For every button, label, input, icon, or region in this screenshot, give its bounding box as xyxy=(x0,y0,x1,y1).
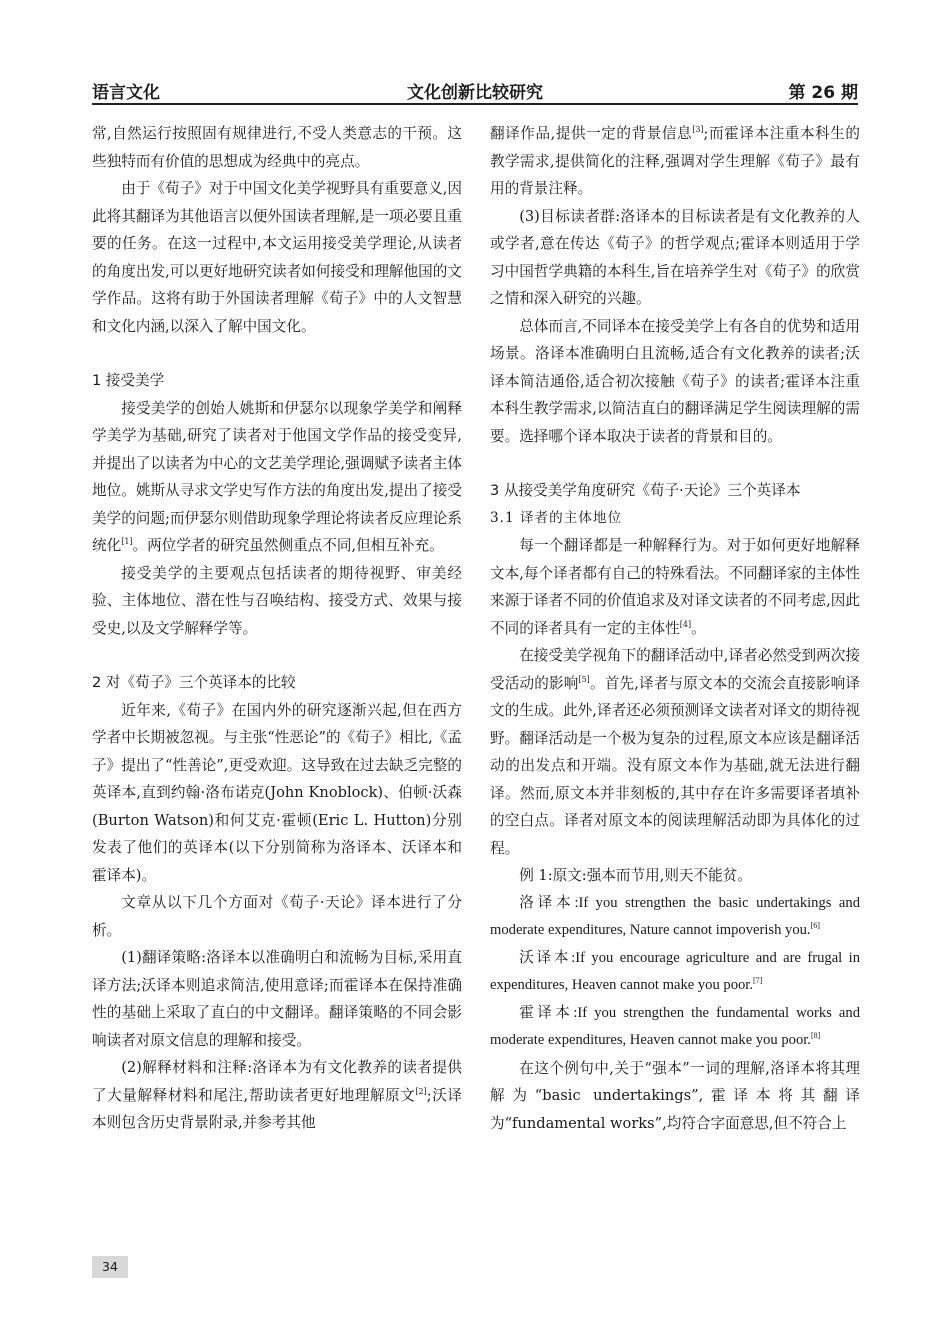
paragraph: 文章从以下几个方面对《荀子·天论》译本进行了分析。 xyxy=(92,894,462,939)
page-number: 34 xyxy=(92,1256,128,1278)
paragraph: 每一个翻译都是一种解释行为。对于如何更好地解释文本,每个译者都有自己的特殊看法。不同翻译家的主体性来源于译者不同的价值追求及对译文读者的不同考虑,因此不同的译者具有一定的主体性[4]。 xyxy=(490,537,860,637)
header-rule xyxy=(92,103,858,105)
paragraph: 接受美学的创始人姚斯和伊瑟尔以现象学美学和阐释学美学为基础,研究了读者对于他国文学作品的接受变异,并提出了以读者为中心的文艺美学理论,强调赋予读者主体地位。姚斯从寻求文学史写作方法的角度出发,提出了接受美学的问题;而伊瑟尔则借助现象学理论将读者反应理论系统化[1]。两位学者的研究虽然侧重点不同,但相互补充。 xyxy=(92,399,462,554)
citation: [3] xyxy=(692,125,704,135)
citation: [7] xyxy=(753,976,763,986)
paragraph: 近年来,《荀子》在国内外的研究逐渐兴起,但在西方学者中长期被忽视。与主张“性恶论”的《荀子》相比,《孟子》提出了“性善论”,更受欢迎。这导致在过去缺乏完整的英译本,直到约翰·洛布诺克(John Knoblock)、伯顿·沃森(Burton Watson)和何艾克·霍顿(Eric L. Hutton)分别发表了他们的英译本(以下分别简称为洛译本、沃译本和霍译本)。 xyxy=(92,701,462,884)
example-translation: 霍译本:If you strengthen the fundamental works and moderate expenditures, Heaven cannot make you poor.[8] xyxy=(490,1004,860,1048)
left-column xyxy=(92,120,462,1137)
paragraph: (1)翻译策略:洛译本以准确明白和流畅为目标,采用直译方法;沃译本则追求简洁,使用意译;而霍译本在保持准确性的基础上采取了直白的中文翻译。翻译策略的不同会影响读者对原文信息的理解和接受。 xyxy=(92,949,462,1049)
paragraph: 接受美学的主要观点包括读者的期待视野、审美经验、主体地位、潜在性与召唤结构、接受方式、效果与接受史,以及文学解释学等。 xyxy=(92,564,462,637)
header-section: 语言文化 xyxy=(92,83,160,103)
running-header xyxy=(92,74,858,104)
header-journal: 文化创新比较研究 xyxy=(407,83,543,103)
citation: [5] xyxy=(578,674,590,684)
paragraph: 例 1:原文:强本而节用,则天不能贫。 xyxy=(519,867,752,884)
paragraph: 在这个例句中,关于“强本”一词的理解,洛译本将其理解为“basic undertakings”,霍译本将其翻译为“fundamental works”,均符合字面意思,但不符合上 xyxy=(490,1059,860,1132)
paragraph: (2)解释材料和注释:洛译本为有文化教养的读者提供了大量解释材料和尾注,帮助读者更好地理解原文[2];沃译本则包含历史背景附录,并参考其他 xyxy=(92,1059,462,1131)
section-heading-2: 2 对《荀子》三个英译本的比较 xyxy=(92,674,296,691)
citation: [8] xyxy=(810,1031,821,1041)
citation: [2] xyxy=(415,1086,427,1096)
section-heading-1: 1 接受美学 xyxy=(92,372,165,389)
subsection-heading: 3.1 译者的主体地位 xyxy=(490,509,623,526)
paragraph: 常,自然运行按照固有规律进行,不受人类意志的干预。这些独特而有价值的思想成为经典中的亮点。 xyxy=(92,125,462,170)
paragraph: 由于《荀子》对于中国文化美学视野具有重要意义,因此将其翻译为其他语言以便外国读者理解,是一项必要且重要的任务。在这一过程中,本文运用接受美学理论,从读者的角度出发,可以更好地研究读者如何接受和理解他国的文学作品。这将有助于外国读者理解《荀子》中的人文智慧和文化内涵,以深入了解中国文化。 xyxy=(92,180,462,335)
example-translation: 洛译本:If you strengthen the basic undertakings and moderate expenditures, Nature cannot impoverish you.[6] xyxy=(490,894,860,938)
right-column xyxy=(490,120,860,1137)
paragraph: 在接受美学视角下的翻译活动中,译者必然受到两次接受活动的影响[5]。首先,译者与原文本的交流会直接影响译文的生成。此外,译者还必须预测译文读者对译文的期待视野。翻译活动是一个极为复杂的过程,原文本应该是翻译活动的出发点和开端。没有原文本作为基础,就无法进行翻译。然而,原文本并非刻板的,其中存在许多需要译者填补的空白点。译者对原文本的阅读理解活动即为具体化的过程。 xyxy=(490,647,860,857)
example-translation: 沃译本:If you encourage agriculture and are frugal in expenditures, Heaven cannot make you poor.[7] xyxy=(490,949,860,993)
paragraph: 总体而言,不同译本在接受美学上有各自的优势和适用场景。洛译本准确明白且流畅,适合有文化教养的读者;沃译本简洁通俗,适合初次接触《荀子》的读者;霍译本注重本科生教学需求,以简洁直白的翻译满足学生阅读理解的需要。选择哪个译本取决于读者的背景和目的。 xyxy=(490,317,860,445)
citation: [6] xyxy=(810,921,820,931)
citation: [1] xyxy=(121,537,133,547)
paragraph: (3)目标读者群:洛译本的目标读者是有文化教养的人或学者,意在传达《荀子》的哲学观点;霍译本则适用于学习中国哲学典籍的本科生,旨在培养学生对《荀子》的欣赏之情和深入研究的兴趣。 xyxy=(490,207,860,307)
section-heading-3: 3 从接受美学角度研究《荀子·天论》三个英译本 xyxy=(490,482,801,499)
header-issue: 第 26 期 xyxy=(788,83,858,103)
citation: [4] xyxy=(679,619,692,629)
paragraph: 翻译作品,提供一定的背景信息[3];而霍译本注重本科生的教学需求,提供简化的注释,强调对学生理解《荀子》最有用的背景注释。 xyxy=(490,125,861,197)
